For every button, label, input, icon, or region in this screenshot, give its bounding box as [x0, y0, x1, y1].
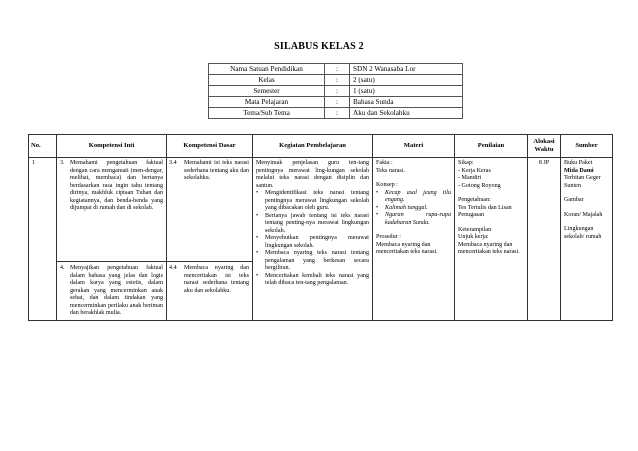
kegiatan-item: • Bertanya jawab tentang isi teks narasi tentang penting-nya merawat lingkungan sekolah. [256, 212, 369, 234]
materi-prosedur: Membaca nyaring dan menceritakan teks narasi. [376, 241, 438, 255]
info-sep: : [325, 97, 350, 108]
ki3-number: 3. [60, 160, 65, 166]
header-no: No. [29, 135, 57, 158]
keterampilan-label: Keterampilan [458, 226, 492, 233]
info-value: 1 (satu) [350, 86, 463, 97]
sikap-label: Sikap: [458, 160, 474, 166]
header-kompetensi-inti: Kompetensi Inti [57, 135, 167, 158]
header-kompetensi-dasar: Kompetensi Dasar [167, 135, 253, 158]
cell-penilaian [455, 158, 528, 321]
page-title: SILABUS KELAS 2 [274, 41, 364, 52]
materi-fakta-label: Fakta : [376, 160, 393, 166]
syllabus-table [28, 134, 613, 321]
kegiatan-item: • Menyebutkan pentingnya merawat lingkungan sekolah. [256, 235, 369, 249]
bullet-icon: • [376, 212, 379, 218]
info-sep: : [325, 86, 350, 97]
bullet-icon: • [256, 235, 259, 241]
cell-kegiatan [253, 158, 373, 321]
sumber-buku-title: Mida Dami [564, 167, 594, 174]
bullet-icon: • [376, 204, 379, 211]
ki3-text: Memahami pengetahuan faktual dengan cara mengamati (men-dengar, melihat, membaca) dan bertanya berdasarkan rasa ingin tahu tentang dirinya, makhluk ciptaan Tuhan dan kegiatannya, dan benda-benda yang dijumpai di rumah dan di sekolah. [70, 160, 163, 211]
kegiatan-item: • Menceritakan kembali teks narasi yang telah dibaca ten-tang pengalaman. [256, 272, 369, 286]
header-materi: Materi [373, 135, 455, 158]
header-sumber: Sumber [561, 135, 613, 158]
ki3-item [57, 158, 166, 261]
pengetahuan-item: Tes Tertulis dan Lisan [458, 204, 512, 211]
kd2-text: Membaca nyaring dan menceritakan isi teks narasi sederhana tentang aku dan sekolahku. [184, 265, 249, 294]
sumber-buku: Buku Paket [564, 160, 593, 166]
bullet-icon: • [256, 250, 259, 256]
materi-fakta: Teks narasi. [376, 167, 406, 174]
kd2-item [167, 261, 252, 297]
cell-sumber [561, 158, 613, 321]
bullet-icon: • [256, 212, 259, 219]
sumber-terbitan: Terbitan Geger Sunten [564, 175, 601, 189]
ki4-item [57, 261, 166, 320]
kegiatan-intro: Menyimak penjelasan guru ten-tang pentingnya merawat ling-kungan sekolah melalui teks narasi dengan disiplin dan santun. [256, 160, 369, 189]
pengetahuan-item: Penugasan [458, 212, 485, 218]
sumber-lingkungan: Lingkungan sekolah/ rumah [564, 226, 602, 240]
info-key: Mata Pelajaran [209, 97, 325, 108]
bullet-icon: • [256, 272, 259, 279]
materi-konsep-label: Konsep : [376, 182, 398, 188]
info-row [209, 97, 463, 108]
info-value: Aku dan Sekolahku [350, 108, 463, 119]
info-key: Semester [209, 86, 325, 97]
header-penilaian: Penilaian [455, 135, 528, 158]
info-row [209, 64, 463, 75]
info-row [209, 75, 463, 86]
kd1-text: Memahami isi teks narasi sederhana tentang aku dan sekolahku. [184, 160, 249, 181]
kegiatan-item: • Mengidentifikasi teks narasi tentang pentingnya merawat lingkungan sekolah yang dibacakan oleh guru. [256, 190, 369, 211]
bullet-icon: • [376, 189, 379, 196]
cell-alokasi: 8 JP [528, 158, 561, 321]
sikap-item: - Gotong Royong [458, 182, 501, 189]
info-key: Kelas [209, 75, 325, 86]
konsep-item: • Kecap asal jeung tilu engang. [376, 189, 451, 203]
cell-kompetensi-inti [57, 158, 167, 321]
info-row [209, 86, 463, 97]
keterampilan-item: Unjuk kerja: [458, 234, 489, 240]
info-value: Bahasa Sunda [350, 97, 463, 108]
cell-kompetensi-dasar [167, 158, 253, 321]
header-kegiatan: Kegiatan Pembelajaran [253, 135, 373, 158]
konsep-item: • Kalimah tunggal. [376, 204, 428, 211]
cell-materi [373, 158, 455, 321]
table-row [29, 158, 613, 321]
cell-no: 1 [29, 158, 57, 321]
header-alokasi: Alokasi Waktu [528, 135, 561, 158]
ki4-number: 4. [60, 265, 65, 271]
pengetahuan-label: Pengetahuan: [458, 197, 491, 203]
keterampilan-item: Membaca nyaring dan menceritakan teks narasi. [458, 241, 520, 255]
school-info-table [208, 63, 463, 119]
info-value: SDN 2 Wanasaba Lor [350, 64, 463, 75]
sikap-item: - Kerja Keras [458, 167, 491, 174]
konsep-item: • Ngaran rupa-rupa kadaharan Sunda. [376, 212, 451, 226]
kd1-item [167, 158, 252, 261]
bullet-icon: • [256, 190, 259, 196]
ki4-text: Menyajikan pengetahuan faktual dalam bahasa yang jelas dan logis dalam karya yang estetis, dalam gerakan yang mencerminkan anak sehat, dan dalam tindakan yang mencerminkan perilaku anak beriman dan berakhlak mulia. [70, 265, 163, 316]
info-sep: : [325, 108, 350, 119]
info-value: 2 (satu) [350, 75, 463, 86]
kd2-number: 4.4 [169, 265, 177, 271]
info-sep: : [325, 75, 350, 86]
materi-prosedur-label: Prosedur : [376, 234, 401, 240]
sumber-gambar: Gambar [564, 197, 584, 203]
info-key: Nama Satuan Pendidikan [209, 64, 325, 75]
info-key: Tema/Sub Tema [209, 108, 325, 119]
info-sep: : [325, 64, 350, 75]
sumber-koran: Koran/ Majalah [564, 211, 603, 218]
header-row [29, 135, 613, 158]
sikap-item: - Mandiri [458, 175, 482, 181]
kd1-number: 3.4 [169, 160, 177, 166]
info-row [209, 108, 463, 119]
kegiatan-item: • Membaca nyaring teks narasi tentang pengalaman yang berkesan secara bergiliran. [256, 250, 369, 271]
